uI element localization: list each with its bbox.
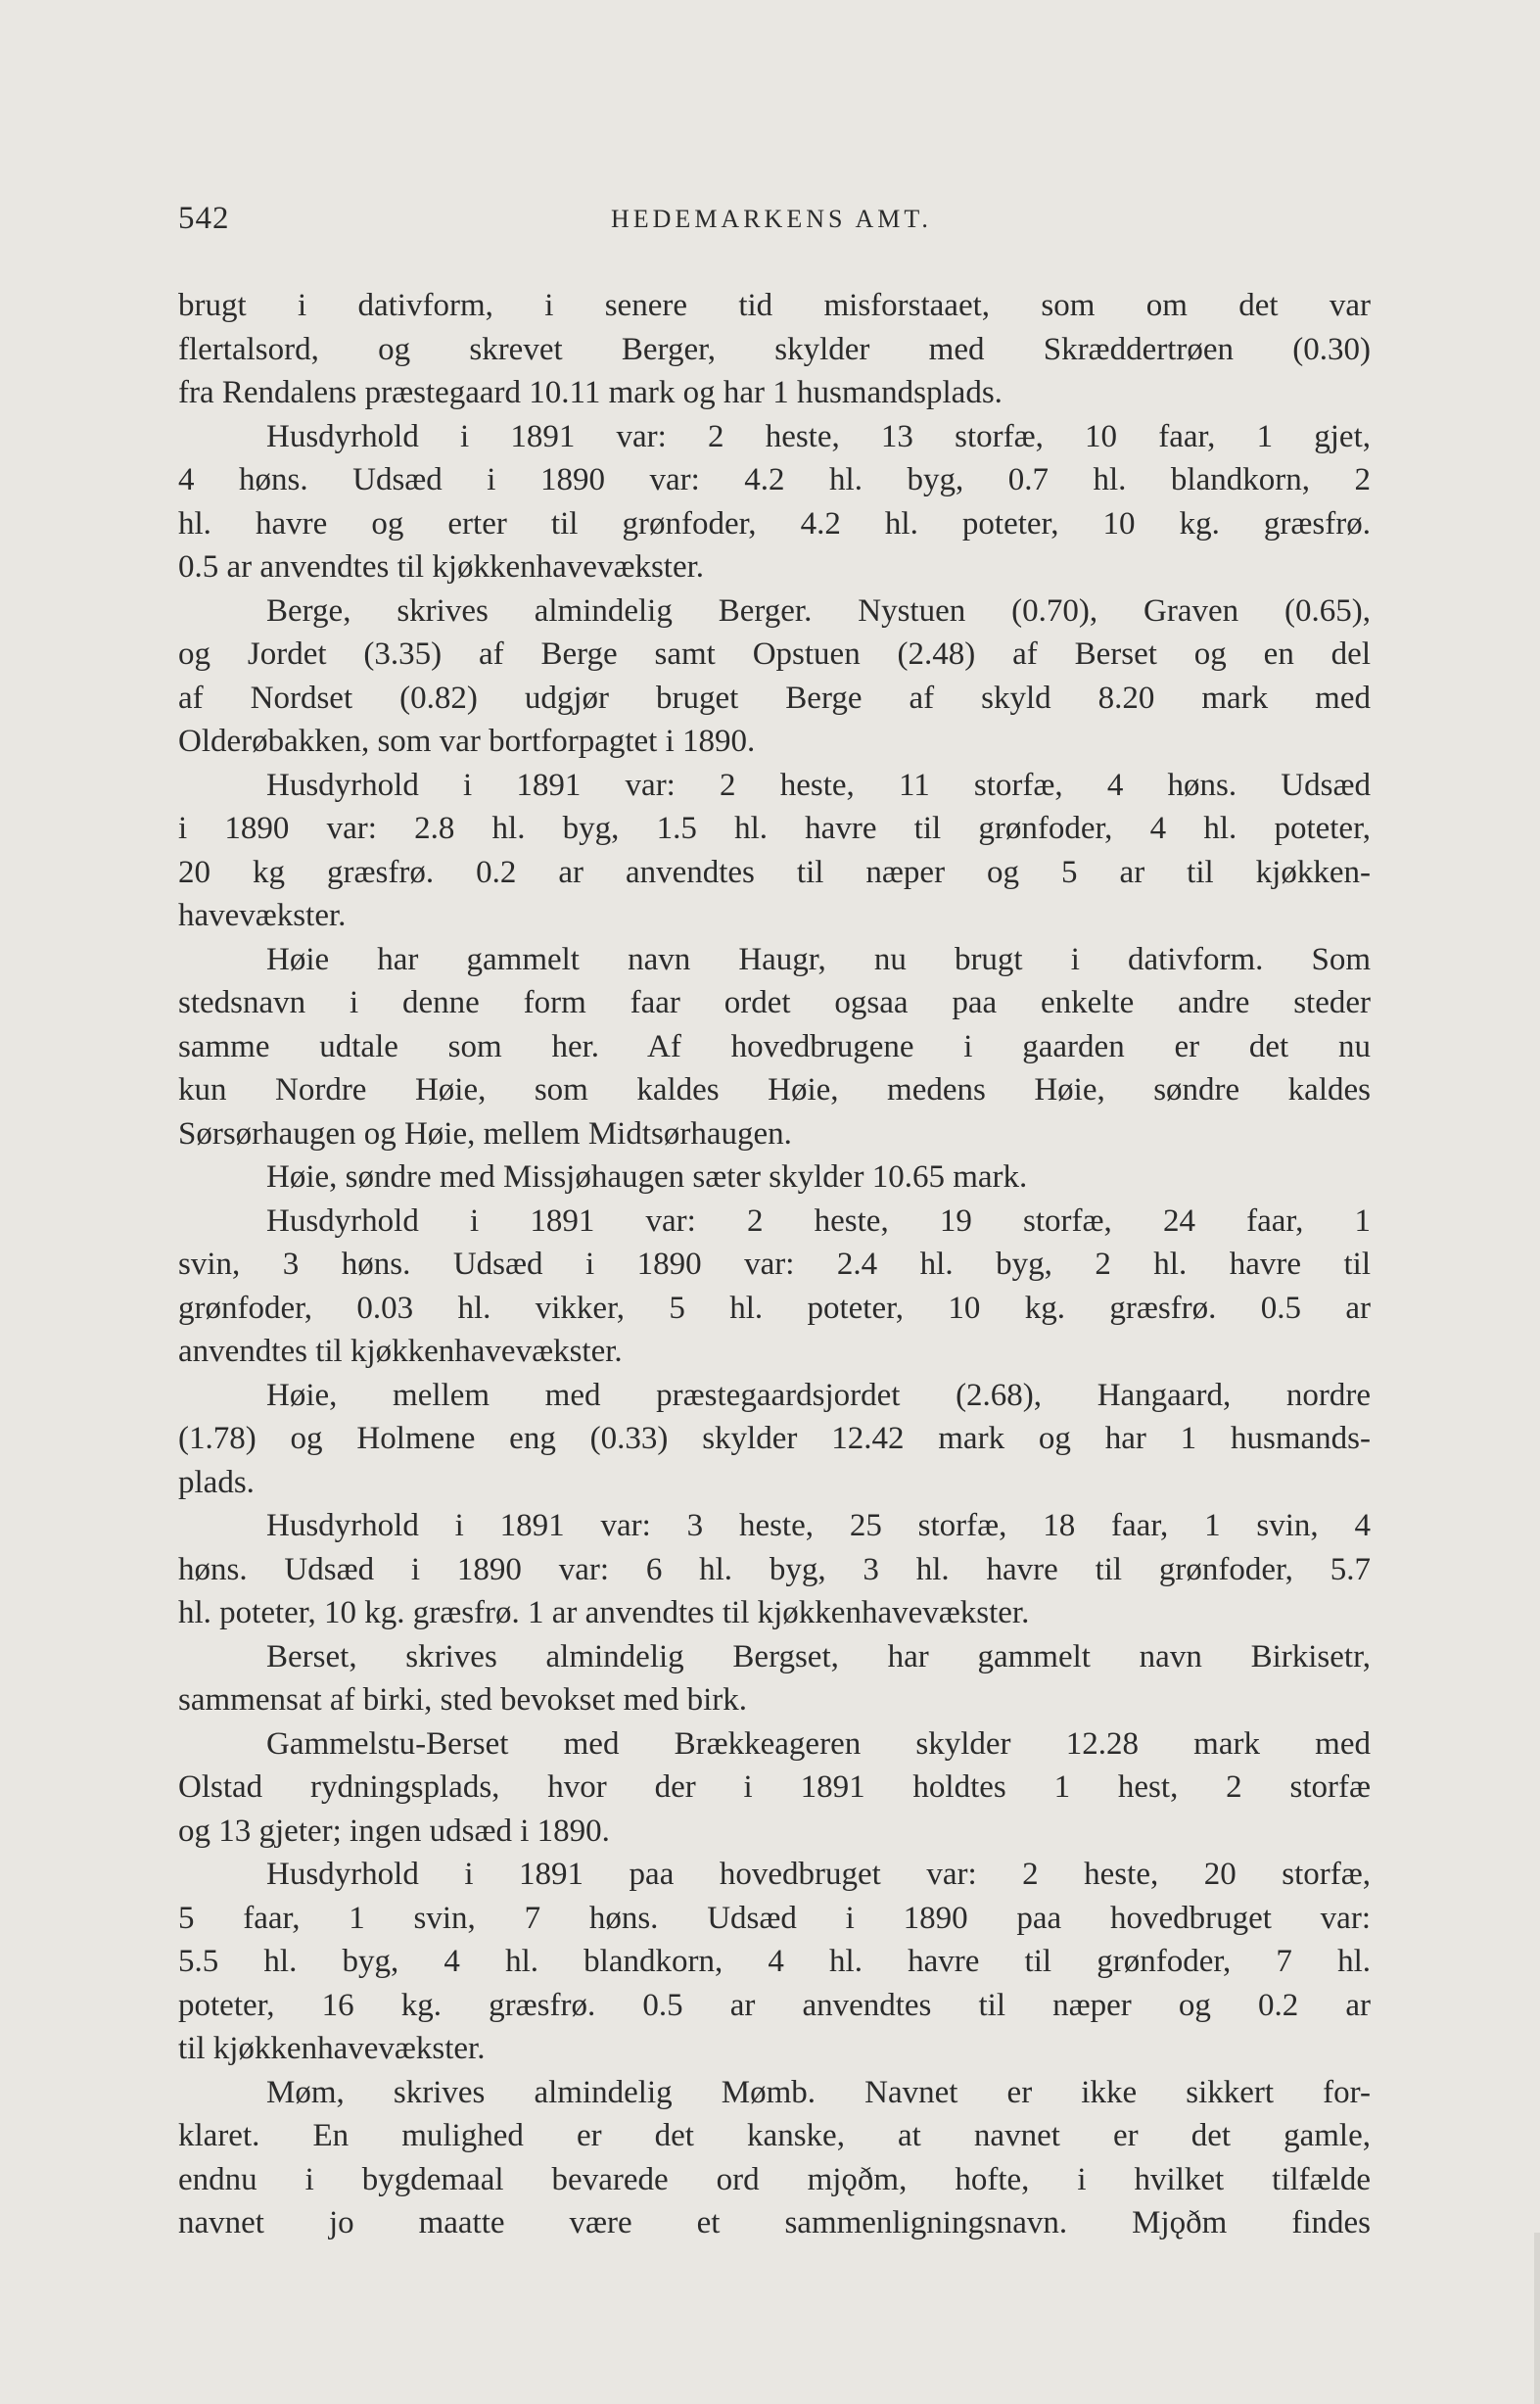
text-line bbox=[178, 545, 1371, 589]
text-line bbox=[178, 2027, 1371, 2071]
text-run: endnu i bygdemaal bevarede ord bbox=[178, 2161, 808, 2197]
italic-text: Berger bbox=[718, 592, 805, 629]
italic-text: Haugr bbox=[738, 941, 818, 977]
text-run: (0.82) udgjør bruget bbox=[352, 680, 786, 716]
text-run: , skrives almindelig bbox=[336, 2074, 722, 2110]
text-run: fra bbox=[178, 375, 222, 410]
text-line bbox=[178, 851, 1371, 895]
italic-text: Berset bbox=[266, 1638, 350, 1674]
text-run: og bbox=[178, 636, 248, 672]
text-run: af bbox=[178, 680, 251, 716]
text-run: skylder 12.28 mark med bbox=[861, 1725, 1371, 1762]
text-line bbox=[178, 1461, 1371, 1505]
body-text bbox=[178, 284, 1371, 2245]
text-run: klaret. En mulighed er det kanske, at navnet er det gamle, bbox=[178, 2118, 1371, 2153]
text-run: samme udtale som her. Af hovedbrugene i gaarden er det nu bbox=[178, 1028, 1371, 1064]
text-run: havevækster. bbox=[178, 898, 347, 933]
text-run: har gammelt navn bbox=[329, 941, 739, 977]
page-header bbox=[178, 201, 1368, 240]
text-line bbox=[178, 1810, 1371, 1854]
text-run: (0.70), bbox=[965, 592, 1143, 629]
text-run: brugt i dativform, i senere tid misforstaaet, som om det var bbox=[178, 288, 1371, 323]
italic-text: Brækkeageren bbox=[674, 1725, 862, 1762]
text-run: hl. poteter, 10 kg. græsfrø. 1 ar anvendtes til kjøkkenhavevækster. bbox=[178, 1595, 1030, 1630]
text-run: (2.68), bbox=[900, 1377, 1097, 1413]
page-number: 542 bbox=[178, 201, 230, 236]
text-run: flertalsord, og skrevet Berger, skylder med bbox=[178, 331, 1044, 367]
italic-text: Olderøbakken bbox=[178, 724, 361, 759]
text-run: til kjøkkenhavevækster. bbox=[178, 2031, 486, 2066]
italic-text: præstegaardsjordet bbox=[656, 1377, 901, 1413]
text-run: , sted bevokset med birk. bbox=[424, 1682, 748, 1718]
text-line bbox=[178, 1678, 1371, 1722]
text-run: 5.5 hl. byg, 4 hl. blandkorn, 4 hl. havre til grønfoder, 7 hl. bbox=[178, 1944, 1371, 1979]
text-line bbox=[178, 894, 1371, 938]
text-run: findes bbox=[1227, 2205, 1371, 2240]
page-edge bbox=[1534, 2233, 1540, 2404]
text-line bbox=[178, 2071, 1371, 2115]
text-line bbox=[178, 1548, 1371, 1592]
italic-text: birki bbox=[362, 1682, 425, 1718]
text-run: og 13 gjeter; ingen udsæd i 1890. bbox=[178, 1813, 610, 1849]
text-run: af skyld 8.20 mark med bbox=[862, 680, 1371, 716]
italic-text: mjǫðm bbox=[807, 2161, 900, 2197]
italic-text: Høie, søndre bbox=[266, 1159, 432, 1195]
text-line bbox=[178, 1287, 1371, 1331]
text-run: med bbox=[431, 1159, 503, 1195]
text-run: sammensat af bbox=[178, 1682, 363, 1718]
text-line bbox=[178, 415, 1371, 459]
text-run: svin, 3 høns. Udsæd i 1890 var: 2.4 hl. byg, 2 hl. havre til bbox=[178, 1247, 1371, 1282]
text-run: skylder 10.65 mark. bbox=[761, 1159, 1028, 1195]
text-run: med bbox=[490, 1377, 657, 1413]
italic-text: Berge bbox=[266, 592, 344, 629]
text-run: plads. bbox=[178, 1464, 255, 1500]
text-run: 20 kg græsfrø. 0.2 ar anvendtes til næper og 5 ar til kjøkken- bbox=[178, 854, 1371, 890]
text-run: 0.5 ar anvendtes til kjøkkenhavevækster. bbox=[178, 549, 705, 585]
running-title: HEDEMARKENS AMT. bbox=[611, 205, 932, 233]
italic-text: Mjǫðm bbox=[1132, 2205, 1228, 2240]
italic-text: Gammelstu-Berset bbox=[266, 1725, 509, 1762]
italic-text: Midtsørhaugen bbox=[587, 1115, 784, 1152]
text-line bbox=[178, 1722, 1371, 1767]
text-line bbox=[178, 328, 1371, 372]
text-run: , bbox=[1362, 1638, 1371, 1674]
text-run: Husdyrhold i 1891 var: 2 heste, 13 storfæ, 10 faar, 1 gjet, bbox=[266, 418, 1371, 454]
text-run: (3.35) af bbox=[326, 636, 541, 672]
text-line bbox=[178, 1766, 1371, 1810]
italic-text: Nordset bbox=[250, 680, 353, 716]
italic-text: Birkisetr bbox=[1250, 1638, 1363, 1674]
italic-text: Olstad bbox=[178, 1769, 263, 1805]
italic-text: Nystuen bbox=[858, 592, 966, 629]
italic-text: Missjøhaugen sæter bbox=[502, 1159, 762, 1195]
text-run: stedsnavn i denne form faar ordet ogsaa paa enkelte andre steder bbox=[178, 985, 1371, 1020]
text-line bbox=[178, 1200, 1371, 1244]
text-run: med bbox=[508, 1725, 675, 1762]
text-line bbox=[178, 1112, 1371, 1156]
text-run: rydningsplads, hvor der i 1891 holdtes 1 hest, 2 storfæ bbox=[262, 1769, 1371, 1805]
italic-text: Skræddertrøen bbox=[1043, 331, 1235, 367]
text-run: (0.65), bbox=[1238, 592, 1371, 629]
italic-text: Bergset bbox=[732, 1638, 831, 1674]
text-run: høns. Udsæd i 1890 var: 6 hl. byg, 3 hl. havre til grønfoder, 5.7 bbox=[178, 1551, 1371, 1587]
text-line bbox=[178, 807, 1371, 851]
text-run: , nu brugt i dativform. Som bbox=[817, 941, 1371, 977]
text-line bbox=[178, 502, 1371, 546]
text-line bbox=[178, 1374, 1371, 1418]
italic-text: Holmene bbox=[356, 1421, 476, 1456]
text-run: (2.48) af bbox=[860, 636, 1075, 672]
text-run: samt bbox=[617, 636, 753, 672]
text-line bbox=[178, 371, 1371, 415]
text-run: anvendtes til kjøkkenhavevækster. bbox=[178, 1334, 623, 1369]
italic-text: Graven bbox=[1143, 592, 1239, 629]
italic-text: Berge bbox=[540, 636, 618, 672]
text-run: 10.11 mark og har 1 husmandsplads. bbox=[521, 375, 1003, 410]
text-line bbox=[178, 720, 1371, 764]
italic-text: Høie, mellem bbox=[266, 1377, 490, 1413]
text-line bbox=[178, 1025, 1371, 1069]
text-run: , som var bortforpagtet i 1890. bbox=[360, 724, 756, 759]
text-line bbox=[178, 981, 1371, 1025]
text-line bbox=[178, 1155, 1371, 1200]
text-run: kun Nordre Høie, som kaldes Høie, medens Høie, søndre kaldes bbox=[178, 1072, 1371, 1108]
text-run: Husdyrhold i 1891 var: 2 heste, 11 storfæ, 4 høns. Udsæd bbox=[266, 767, 1371, 803]
text-line bbox=[178, 2114, 1371, 2158]
text-line bbox=[178, 1635, 1371, 1679]
text-line bbox=[178, 589, 1371, 634]
text-run: Husdyrhold i 1891 var: 2 heste, 19 storfæ, 24 faar, 1 bbox=[266, 1202, 1371, 1239]
text-run: (0.30) bbox=[1234, 331, 1371, 367]
italic-text: Berset bbox=[1074, 636, 1157, 672]
italic-text: Jordet bbox=[247, 636, 327, 672]
text-run: , har gammelt navn bbox=[830, 1638, 1251, 1674]
text-run: navnet jo maatte være et sammenligningsnavn. bbox=[178, 2205, 1133, 2240]
text-run: grønfoder, 0.03 hl. vikker, 5 hl. poteter, 10 kg. græsfrø. 0.5 ar bbox=[178, 1290, 1371, 1326]
text-run: Husdyrhold i 1891 var: 3 heste, 25 storfæ, 18 faar, 1 svin, 4 bbox=[266, 1508, 1371, 1543]
italic-text: Sørsørhaugen bbox=[178, 1115, 356, 1152]
text-run: , skrives almindelig bbox=[343, 592, 719, 629]
text-run: hl. havre og erter til grønfoder, 4.2 hl. poteter, 10 kg. græsfrø. bbox=[178, 505, 1371, 542]
text-line bbox=[178, 458, 1371, 502]
text-line bbox=[178, 677, 1371, 721]
italic-text: Hangaard, nordre bbox=[1097, 1377, 1371, 1413]
text-line bbox=[178, 633, 1371, 677]
italic-text: Rendalens præstegaard bbox=[221, 375, 522, 410]
text-run: i 1890 var: 2.8 hl. byg, 1.5 hl. havre til grønfoder, 4 hl. poteter, bbox=[178, 811, 1371, 846]
text-line bbox=[178, 2201, 1371, 2245]
text-line bbox=[178, 1330, 1371, 1374]
text-line bbox=[178, 2158, 1371, 2202]
text-run: og Høie, mellem bbox=[355, 1115, 588, 1152]
text-run: , skrives almindelig bbox=[349, 1638, 733, 1674]
text-line bbox=[178, 938, 1371, 982]
text-line bbox=[178, 1591, 1371, 1635]
text-line bbox=[178, 764, 1371, 808]
text-run: Husdyrhold i 1891 paa hovedbruget var: 2 heste, 20 storfæ, bbox=[266, 1857, 1371, 1892]
text-run: og en del bbox=[1156, 636, 1371, 672]
text-line bbox=[178, 1243, 1371, 1287]
text-line bbox=[178, 1504, 1371, 1548]
text-run: 5 faar, 1 svin, 7 høns. Udsæd i 1890 paa hovedbruget var: bbox=[178, 1900, 1371, 1936]
text-line bbox=[178, 1940, 1371, 1984]
italic-text: Høie bbox=[266, 941, 330, 977]
text-line bbox=[178, 1417, 1371, 1461]
text-run: . Navnet er ikke sikkert for- bbox=[807, 2074, 1371, 2110]
text-run: eng (0.33) skylder 12.42 mark og har 1 husmands- bbox=[475, 1421, 1372, 1456]
text-line bbox=[178, 1984, 1371, 2028]
italic-text: Opstuen bbox=[752, 636, 861, 672]
text-line bbox=[178, 1897, 1371, 1941]
italic-text: Berge bbox=[785, 680, 863, 716]
text-run: (1.78) og bbox=[178, 1421, 357, 1456]
text-run: , hofte, i hvilket tilfælde bbox=[899, 2161, 1371, 2197]
text-run: poteter, 16 kg. græsfrø. 0.5 ar anvendtes til næper og 0.2 ar bbox=[178, 1987, 1371, 2023]
text-run: . bbox=[783, 1115, 792, 1152]
text-run: 4 høns. Udsæd i 1890 var: 4.2 hl. byg, 0.7 hl. blandkorn, 2 bbox=[178, 462, 1371, 497]
text-line bbox=[178, 1068, 1371, 1112]
text-line bbox=[178, 284, 1371, 328]
italic-text: Mømb bbox=[721, 2074, 808, 2110]
italic-text: Møm bbox=[266, 2074, 337, 2110]
text-line bbox=[178, 1853, 1371, 1897]
text-run: . bbox=[804, 592, 859, 629]
